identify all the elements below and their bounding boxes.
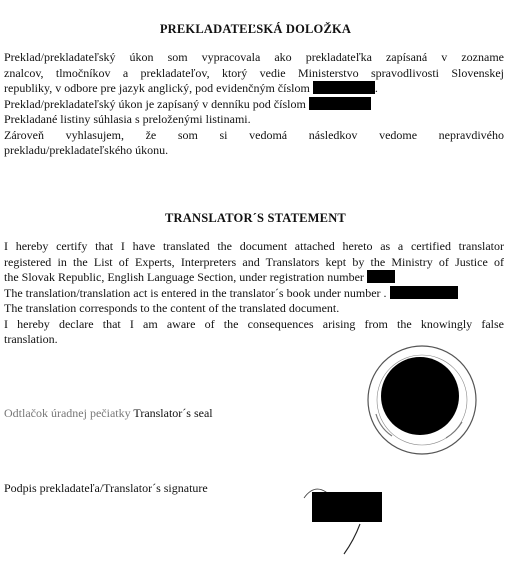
en-line-6: I hereby declare that I am aware of the consequences arising from the knowingly false <box>4 316 504 331</box>
en-line-4-text: The translation/translation act is entered in the translator´s book under number . <box>4 285 387 300</box>
sk-line-4-text: Preklad/prekladateľský úkon je zapísaný v denníku pod číslom <box>4 96 309 111</box>
en-line-2: registered in the List of Experts, Interpreters and Translators kept by the Ministry of Justice of <box>4 254 504 269</box>
sk-line-6: Zároveň vyhlasujem, že som si vedomá následkov vedome nepravdivého <box>4 127 504 142</box>
sk-statement-title: PREKLADATEĽSKÁ DOLOŽKA <box>159 22 352 36</box>
redacted-journal-number <box>309 97 371 110</box>
en-line-3-text: the Slovak Republic, English Language Section, under registration number <box>4 270 367 284</box>
en-line-7: translation. <box>4 332 58 346</box>
sk-line-2: znalcov, tlmočníkov a prekladateľov, ktorý vedie Ministerstvo spravodlivosti Slovenskej <box>4 65 504 80</box>
redacted-registration-number-en <box>367 270 395 283</box>
en-line-4 <box>4 286 504 302</box>
en-line-5: The translation corresponds to the content of the translated document. <box>4 301 340 315</box>
en-statement-body <box>4 239 504 348</box>
redacted-registration-number <box>313 81 375 94</box>
sk-line-3-text: republiky, v odbore pre jazyk anglický, pod evidenčným číslom <box>4 81 313 95</box>
seal-label-en: Translator´s seal <box>130 406 213 420</box>
seal-label <box>4 406 213 421</box>
redacted-book-number <box>390 286 458 299</box>
redacted-official-seal-icon <box>366 344 478 456</box>
en-line-3 <box>4 270 504 286</box>
signature-label: Podpis prekladateľa/Translator´s signature <box>4 481 208 495</box>
seal-label-sk: Odtlačok úradnej pečiatky <box>4 406 131 420</box>
sk-line-3 <box>4 81 504 97</box>
en-line-1: I hereby certify that I have translated the document attached hereto as a certified translator <box>4 239 504 253</box>
sk-line-3-end: . <box>374 81 378 95</box>
sk-line-4 <box>4 97 504 113</box>
redacted-signature-icon <box>300 478 390 558</box>
sk-line-5: Prekladané listiny súhlasia s preloženými listinami. <box>4 112 251 126</box>
sk-line-7: prekladu/prekladateľského úkonu. <box>4 143 169 157</box>
en-statement-title: TRANSLATOR´S STATEMENT <box>165 211 346 225</box>
sk-line-1: Preklad/prekladateľský úkon som vypracovala ako prekladateľka zapísaná v zozname <box>4 50 504 64</box>
sk-statement-body <box>4 50 504 159</box>
